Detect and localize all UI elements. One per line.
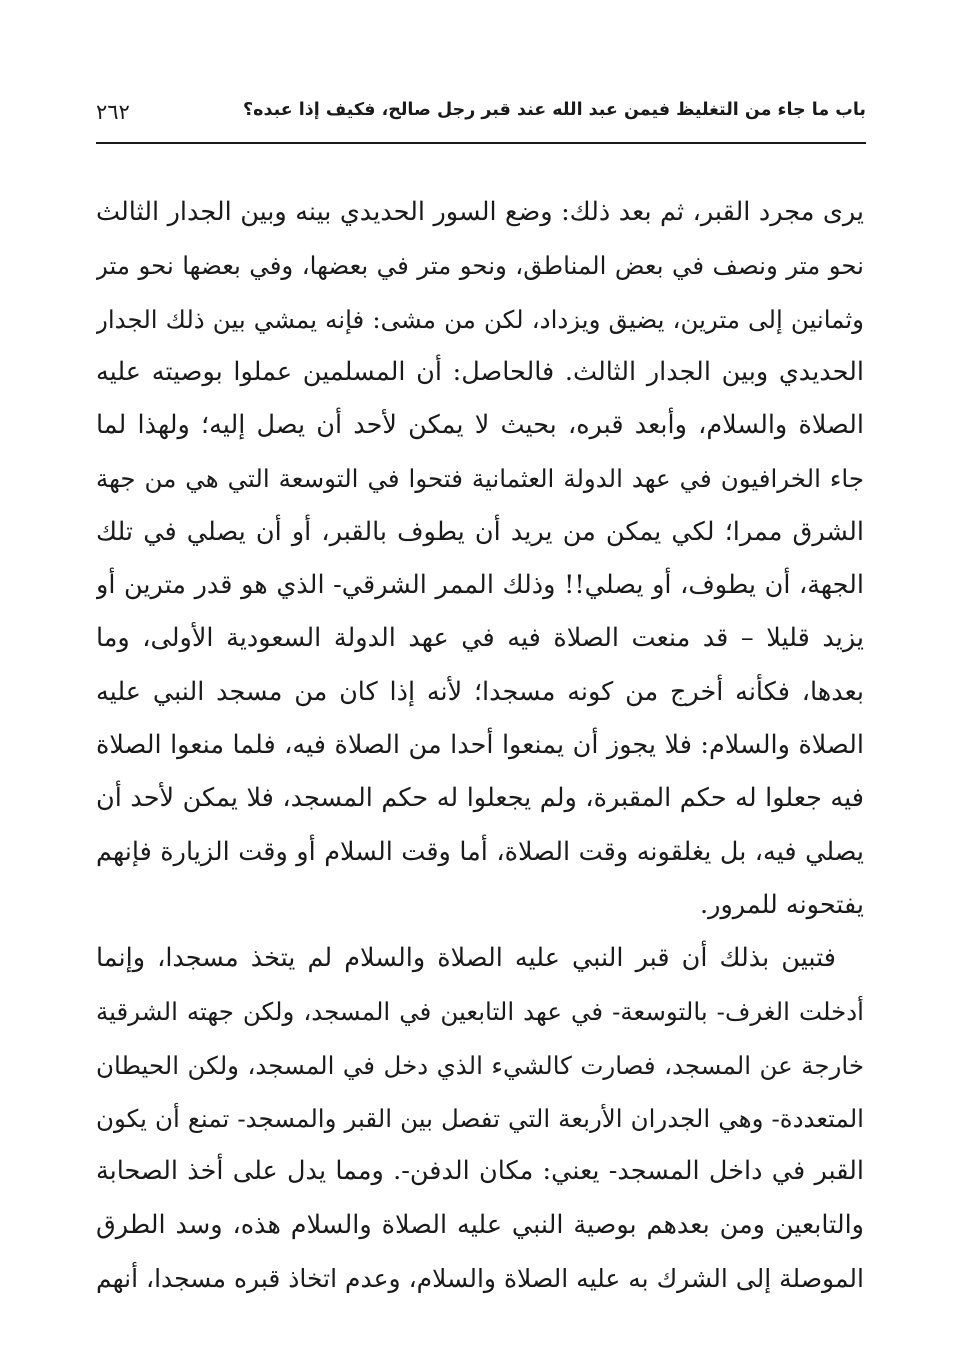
text-line: الموصلة إلى الشرك به عليه الصلاة والسلام، وعدم اتخاذ قبره مسجدا، أنهم [96, 1263, 864, 1293]
text-line: أدخلت الغرف- بالتوسعة- في عهد التابعين في المسجد، ولكن جهته الشرقية [96, 997, 864, 1027]
text-line: والتابعين ومن بعدهم بوصية النبي عليه الصلاة والسلام هذه، وسد الطرق [96, 1209, 864, 1240]
paragraph [96, 186, 864, 932]
text-line: يرى مجرد القبر، ثم بعد ذلك: وضع السور الحديدي بينه وبين الجدار الثالث [96, 197, 864, 227]
text-line: الشرق ممرا؛ لكي يمكن من يريد أن يطوف بالقبر، أو أن يصلي في تلك [96, 516, 864, 547]
text-line: يصلي فيه، بل يغلقونه وقت الصلاة، أما وقت السلام أو وقت الزيارة فإنهم [96, 836, 864, 867]
text-line: فتبين بذلك أن قبر النبي عليه الصلاة والسلام لم يتخذ مسجدا، وإنما [96, 943, 836, 974]
text-line: الصلاة والسلام: فلا يجوز أن يمنعوا أحدا من الصلاة فيه، فلما منعوا الصلاة [96, 729, 864, 760]
text-line: جاء الخرافيون في عهد الدولة العثمانية فتحوا في التوسعة التي هي من جهة [96, 464, 864, 494]
text-line: الصلاة والسلام، وأبعد قبره، بحيث لا يمكن لأحد أن يصل إليه؛ ولهذا لما [96, 410, 864, 441]
text-line: الحديدي وبين الجدار الثالث. فالحاصل: أن المسلمين عملوا بوصيته عليه [96, 356, 864, 387]
text-line: وثمانين إلى مترين، يضيق ويزداد، لكن من مشى: فإنه يمشي بين ذلك الجدار [96, 304, 864, 334]
body-text [96, 186, 864, 1305]
text-line: المتعددة- وهي الجدران الأربعة التي تفصل بين القبر والمسجد- تمنع أن يكون [96, 1104, 864, 1134]
running-header [96, 96, 866, 140]
text-line: فيه جعلوا له حكم المقبرة، ولم يجعلوا له حكم المسجد، فلا يمكن لأحد أن [96, 783, 864, 814]
text-line: يزيد قليلا – قد منعت الصلاة فيه في عهد الدولة السعودية الأولى، وما [96, 623, 864, 654]
header-divider [96, 142, 866, 144]
text-line: بعدها، فكأنه أخرج من كونه مسجدا؛ لأنه إذا كان من مسجد النبي عليه [96, 676, 864, 707]
text-line: نحو متر ونصف في بعض المناطق، ونحو متر في بعضها، وفي بعضها نحو متر [96, 251, 864, 281]
text-line: يفتحونه للمرور. [700, 889, 864, 920]
page-number: ٢٦٢ [96, 100, 130, 124]
text-line: القبر في داخل المسجد- يعني: مكان الدفن-. ومما يدل على أخذ الصحابة [96, 1156, 864, 1187]
text-line: الجهة، أن يطوف، أو يصلي!! وذلك الممر الشرقي- الذي هو قدر مترين أو [96, 570, 864, 601]
paragraph [96, 932, 864, 1305]
chapter-title: باب ما جاء من التغليظ فيمن عبد الله عند قبر رجل صالح، فكيف إذا عبده؟ [243, 100, 866, 120]
text-line: خارجة عن المسجد، فصارت كالشيء الذي دخل في المسجد، ولكن الحيطان [96, 1050, 864, 1080]
